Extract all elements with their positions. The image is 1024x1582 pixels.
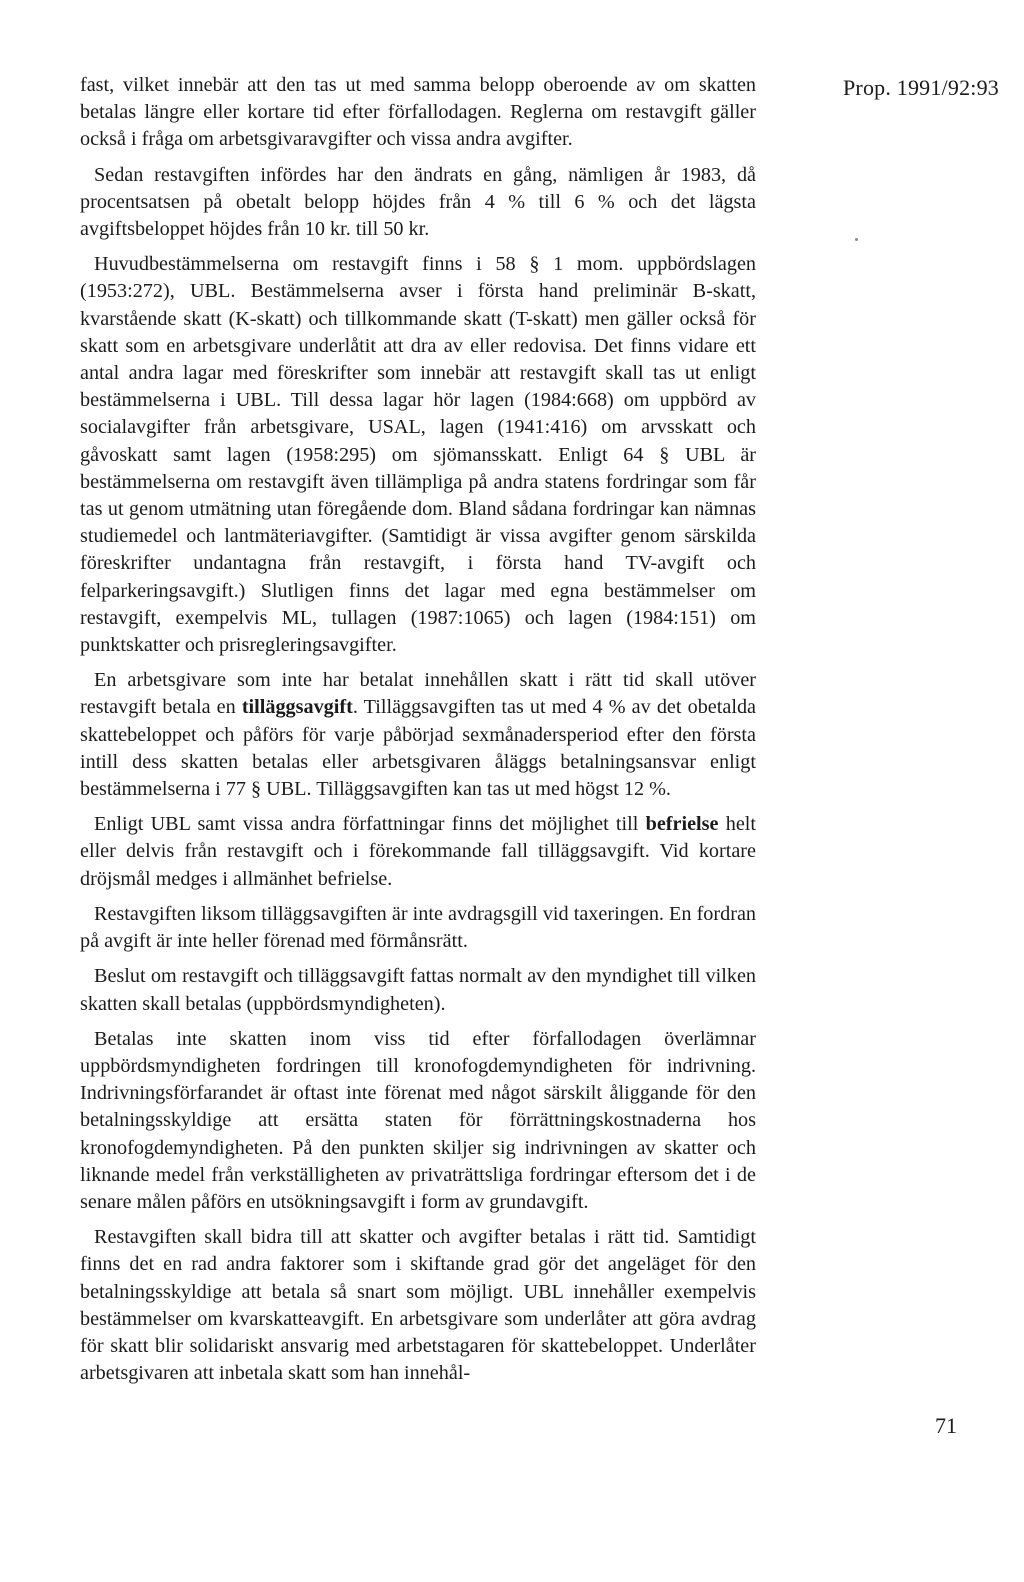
text-run: Huvudbestämmelserna om restavgift finns i 58 § 1 mom. uppbördslagen (1953:272), UBL. Bestämmelserna avser i första hand preliminär B-skatt, kvarstående skatt (K-skatt) och tillkommande skatt (T-skatt) men gäller också för skatt som en arbetsgivare underlåtit att dra av eller redovisa. Det finns vidare ett antal andra lagar med föreskrifter som innebär att restavgift skall tas ut enligt bestämmelserna i UBL. Till dessa lagar hör lagen (1984:668) om uppbörd av socialavgifter från arbetsgivare, USAL, lagen (1941:416) om arvsskatt och gåvoskatt samt lagen (1958:295) om sjömansskatt. Enligt 64 § UBL är bestämmelserna om restavgift även tillämpliga på andra statens fordringar som får tas ut genom utmätning utan föregående dom. Bland sådana fordringar kan nämnas studiemedel och lantmäteriavgifter. (Samtidigt är vissa avgifter genom särskilda föreskrifter undantagna från restavgift, i första hand TV-avgift och felparkeringsavgift.) Slutligen finns det lagar med egna bestämmelser om restavgift, exempelvis ML, tullagen (1987:1065) och lagen (1984:151) om punktskatter och prisregleringsavgifter. (80, 253, 756, 657)
text-run: En arbetsgivare som inte har betalat innehållen skatt i rätt tid skall utöver restavgift betala en (80, 669, 756, 719)
text-run: Betalas inte skatten inom viss tid efter förfallodagen överlämnar uppbördsmyndigheten fordringen till kronofogdemyndigheten för indrivning. Indrivningsförfarandet är oftast inte förenat med något särskilt åliggande för den betalningsskyldige att ersätta staten för förrättningskostnaderna hos kronofogdemyndigheten. På den punkten skiljer sig indrivningen av skatter och liknande medel från verkställigheten av privaträttsliga fordringar eftersom det i de senare målen påförs en utsökningsavgift i form av grundavgift. (80, 1027, 756, 1213)
text-run: . Tilläggsavgiften tas ut med 4 % av det obetalda skattebeloppet och påförs för varje påbörjad sexmånadersperiod efter den första intill dess skatten betalas eller arbetsgivaren åläggs betalningsansvar enligt bestämmelserna i 77 § UBL. Tilläggsavgiften kan tas ut med högst 12 %. (80, 696, 756, 801)
text-run: Restavgiften liksom tilläggsavgiften är inte avdragsgill vid taxeringen. En fordran på avgift är inte heller förenad med förmånsrätt. (80, 902, 756, 953)
paragraph (80, 667, 756, 803)
paragraph (80, 162, 756, 244)
bold-term: befrielse (645, 813, 719, 836)
paragraph (80, 1026, 756, 1216)
paragraph (80, 251, 756, 659)
paragraph (80, 811, 756, 893)
text-run: Beslut om restavgift och tilläggsavgift fattas normalt av den myndighet till vilken skatten skall betalas (uppbördsmyndigheten). (80, 965, 756, 1015)
bold-term: tilläggsavgift (241, 696, 353, 719)
proposition-reference: Prop. 1991/92:93 (843, 75, 999, 100)
body-text (80, 72, 756, 1395)
paragraph (80, 963, 756, 1017)
paragraph (80, 1224, 756, 1387)
paragraph (80, 901, 756, 955)
text-run: fast, vilket innebär att den tas ut med samma belopp oberoende av om skatten betalas längre eller kortare tid efter förfallodagen. Reglerna om restavgift gäller också i fråga om arbetsgivaravgifter och vissa andra avgifter. (80, 74, 756, 151)
text-run: Restavgiften skall bidra till att skatter och avgifter betalas i rätt tid. Samtidigt finns det en rad andra faktorer som i skiftande grad gör det angeläget för den betalningsskyldige att betala så snart som möjligt. UBL innehåller exempelvis bestämmelser om kvarskatteavgift. En arbetsgivare som underlåter att göra avdrag för skatt blir solidariskt ansvarig med arbetstagaren för skattebeloppet. Underlåter arbetsgivaren att inbetala skatt som han innehål- (80, 1226, 756, 1385)
text-run: helt eller delvis från restavgift och i förekommande fall tilläggsavgift. Vid kortare dröjsmål medges i allmänhet befrielse. (80, 813, 756, 890)
paragraph (80, 72, 756, 154)
text-run: Enligt UBL samt vissa andra författningar finns det möjlighet till (94, 813, 646, 836)
text-run: Sedan restavgiften infördes har den ändrats en gång, nämligen år 1983, då procentsatsen på obetalt belopp höjdes från 4 % till 6 % och det lägsta avgiftsbeloppet höjdes från 10 kr. till 50 kr. (80, 163, 756, 241)
scan-speck (855, 238, 858, 241)
page-number: 71 (935, 1413, 957, 1438)
